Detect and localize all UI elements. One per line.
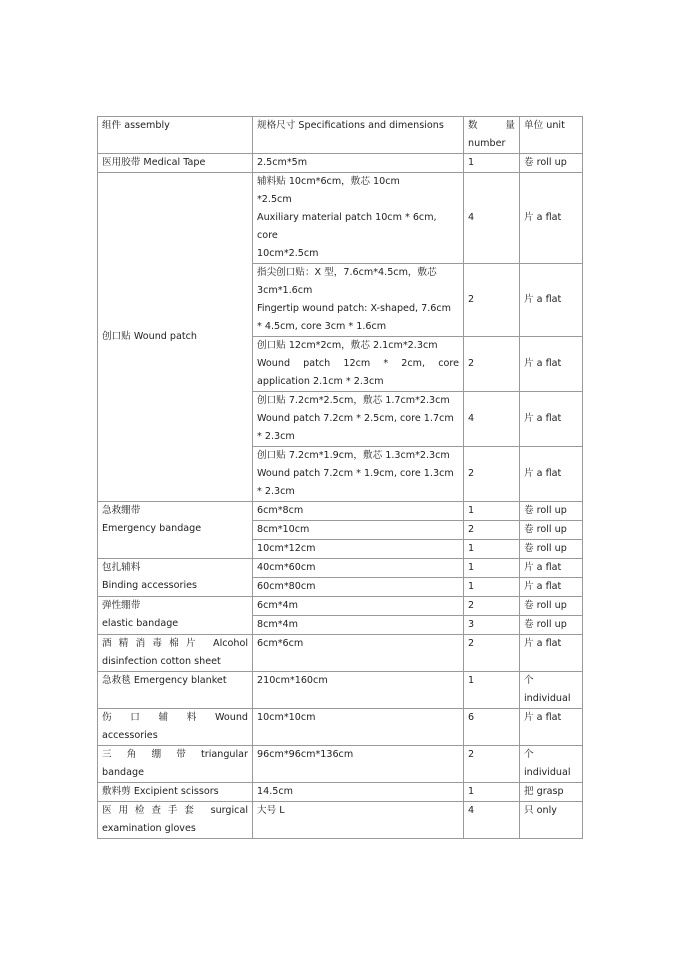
num-cell: 1 xyxy=(464,783,520,802)
unit-line: 个 xyxy=(524,675,534,686)
num-cell: 2 xyxy=(464,337,520,392)
spec-cell: 10cm*10cm xyxy=(253,709,464,746)
name-cell-wound-patch: 创口贴 Wound patch xyxy=(98,173,253,502)
name-cell-triangular xyxy=(98,746,253,783)
name-line: 三 角 绷 带 triangular xyxy=(102,749,248,760)
spec-line: * 2.3cm xyxy=(257,486,295,497)
header-assembly xyxy=(98,117,253,154)
num-cell: 1 xyxy=(464,559,520,578)
spec-line: 创口贴 7.2cm*1.9cm，敷芯 1.3cm*2.3cm xyxy=(257,450,450,461)
unit-cell: 卷 roll up xyxy=(520,616,583,635)
name-line: 急救绷带 xyxy=(102,505,141,516)
spec-line: application 2.1cm * 2.3cm xyxy=(257,376,384,387)
unit-cell xyxy=(520,672,583,709)
unit-cell: 片 a flat xyxy=(520,337,583,392)
spec-cell: 210cm*160cm xyxy=(253,672,464,709)
spec-cell: 40cm*60cm xyxy=(253,559,464,578)
name-cell-elastic xyxy=(98,597,253,635)
name-line: 伤 口 辅 料 Wound xyxy=(102,712,248,723)
name-cell-scissors: 敷料剪 Excipient scissors xyxy=(98,783,253,802)
name-cell-wound-accessories xyxy=(98,709,253,746)
unit-cell: 片 a flat xyxy=(520,264,583,337)
spec-cell xyxy=(253,447,464,502)
table-row xyxy=(98,559,583,578)
spec-line: * 4.5cm, core 3cm * 1.6cm xyxy=(257,321,387,332)
unit-cell: 卷 roll up xyxy=(520,154,583,173)
table-row xyxy=(98,746,583,783)
spec-line: 3cm*1.6cm xyxy=(257,285,313,296)
name-line: 医用检查手套 surgical xyxy=(102,805,248,816)
name-line: examination gloves xyxy=(102,823,196,834)
num-cell: 2 xyxy=(464,597,520,616)
num-cell: 2 xyxy=(464,264,520,337)
spec-line: Wound patch 7.2cm * 2.5cm, core 1.7cm xyxy=(257,413,454,424)
spec-cell xyxy=(253,337,464,392)
num-cell: 2 xyxy=(464,447,520,502)
num-cell: 1 xyxy=(464,502,520,521)
name-line: 包扎辅料 xyxy=(102,562,141,573)
table-row xyxy=(98,173,583,264)
header-spec xyxy=(253,117,464,154)
num-cell: 2 xyxy=(464,746,520,783)
unit-line: 个 xyxy=(524,749,534,760)
num-cell: 3 xyxy=(464,616,520,635)
spec-line: 创口贴 12cm*2cm，敷芯 2.1cm*2.3cm xyxy=(257,340,438,351)
num-cell: 2 xyxy=(464,635,520,672)
unit-line: individual xyxy=(524,693,571,704)
num-cell: 4 xyxy=(464,173,520,264)
unit-cell: 片 a flat xyxy=(520,709,583,746)
unit-cell: 片 a flat xyxy=(520,447,583,502)
spec-cell xyxy=(253,392,464,447)
spec-cell: 14.5cm xyxy=(253,783,464,802)
spec-cell: 6cm*4m xyxy=(253,597,464,616)
unit-cell: 卷 roll up xyxy=(520,540,583,559)
unit-cell: 片 a flat xyxy=(520,559,583,578)
header-number-en: number xyxy=(468,138,506,149)
spec-cell: 10cm*12cm xyxy=(253,540,464,559)
name-cell-alcohol xyxy=(98,635,253,672)
name-line: 酒精消毒棉片 Alcohol xyxy=(102,638,248,649)
table-row xyxy=(98,709,583,746)
num-cell: 1 xyxy=(464,540,520,559)
num-cell: 2 xyxy=(464,521,520,540)
table-row xyxy=(98,802,583,839)
num-cell: 6 xyxy=(464,709,520,746)
spec-cell: 60cm*80cm xyxy=(253,578,464,597)
spec-cell: 6cm*6cm xyxy=(253,635,464,672)
spec-line: 10cm*2.5cm xyxy=(257,248,319,259)
num-cell: 1 xyxy=(464,672,520,709)
name-line: Binding accessories xyxy=(102,580,198,591)
name-line: Emergency bandage xyxy=(102,523,202,534)
spec-cell: 8cm*4m xyxy=(253,616,464,635)
num-cell: 4 xyxy=(464,802,520,839)
unit-cell: 片 a flat xyxy=(520,578,583,597)
unit-cell: 把 grasp xyxy=(520,783,583,802)
spec-cell: 8cm*10cm xyxy=(253,521,464,540)
spec-line: *2.5cm xyxy=(257,194,292,205)
name-cell-blanket: 急救毯 Emergency blanket xyxy=(98,672,253,709)
unit-cell: 片 a flat xyxy=(520,392,583,447)
num-cell: 4 xyxy=(464,392,520,447)
spec-cell: 96cm*96cm*136cm xyxy=(253,746,464,783)
name-line: bandage xyxy=(102,767,145,778)
spec-cell: 2.5cm*5m xyxy=(253,154,464,173)
table-row xyxy=(98,154,583,173)
spec-line: 创口贴 7.2cm*2.5cm，敷芯 1.7cm*2.3cm xyxy=(257,395,450,406)
header-unit xyxy=(520,117,583,154)
header-unit-text: 单位 unit xyxy=(524,120,565,131)
unit-cell: 片 a flat xyxy=(520,635,583,672)
table-row xyxy=(98,672,583,709)
unit-cell: 只 only xyxy=(520,802,583,839)
spec-line: Wound patch 7.2cm * 1.9cm, core 1.3cm xyxy=(257,468,454,479)
spec-line: 辅料贴 10cm*6cm，敷芯 10cm xyxy=(257,176,400,187)
unit-cell xyxy=(520,746,583,783)
header-number-cn: 数 量 xyxy=(468,120,515,131)
table-row xyxy=(98,635,583,672)
spec-cell xyxy=(253,173,464,264)
unit-cell: 卷 roll up xyxy=(520,521,583,540)
spec-cell: 大号 L xyxy=(253,802,464,839)
name-cell-gloves xyxy=(98,802,253,839)
spec-line: Wound patch 12cm * 2cm, core xyxy=(257,358,459,369)
table-row xyxy=(98,783,583,802)
name-cell-emergency-bandage xyxy=(98,502,253,559)
spec-cell: 6cm*8cm xyxy=(253,502,464,521)
header-spec-text: 规格尺寸 Specifications and dimensions xyxy=(257,120,444,131)
name-line: disinfection cotton sheet xyxy=(102,656,221,667)
table-row xyxy=(98,597,583,616)
num-cell: 1 xyxy=(464,154,520,173)
spec-line: 指尖创口贴：X 型，7.6cm*4.5cm，敷芯 xyxy=(257,267,437,278)
name-line: elastic bandage xyxy=(102,618,179,629)
header-number xyxy=(464,117,520,154)
unit-line: individual xyxy=(524,767,571,778)
spec-line: Fingertip wound patch: X-shaped, 7.6cm xyxy=(257,303,452,314)
component-table xyxy=(97,116,583,839)
unit-cell: 卷 roll up xyxy=(520,597,583,616)
name-line: 弹性绷带 xyxy=(102,600,141,611)
name-cell-binding xyxy=(98,559,253,597)
num-cell: 1 xyxy=(464,578,520,597)
unit-cell: 卷 roll up xyxy=(520,502,583,521)
header-assembly-text: 组件 assembly xyxy=(102,120,170,131)
table-row xyxy=(98,502,583,521)
component-table-container xyxy=(97,116,583,839)
spec-line: * 2.3cm xyxy=(257,431,295,442)
spec-cell xyxy=(253,264,464,337)
unit-cell: 片 a flat xyxy=(520,173,583,264)
header-row xyxy=(98,117,583,154)
name-line: accessories xyxy=(102,730,158,741)
name-cell: 医用胶带 Medical Tape xyxy=(98,154,253,173)
spec-line: Auxiliary material patch 10cm * 6cm, core xyxy=(257,212,437,241)
